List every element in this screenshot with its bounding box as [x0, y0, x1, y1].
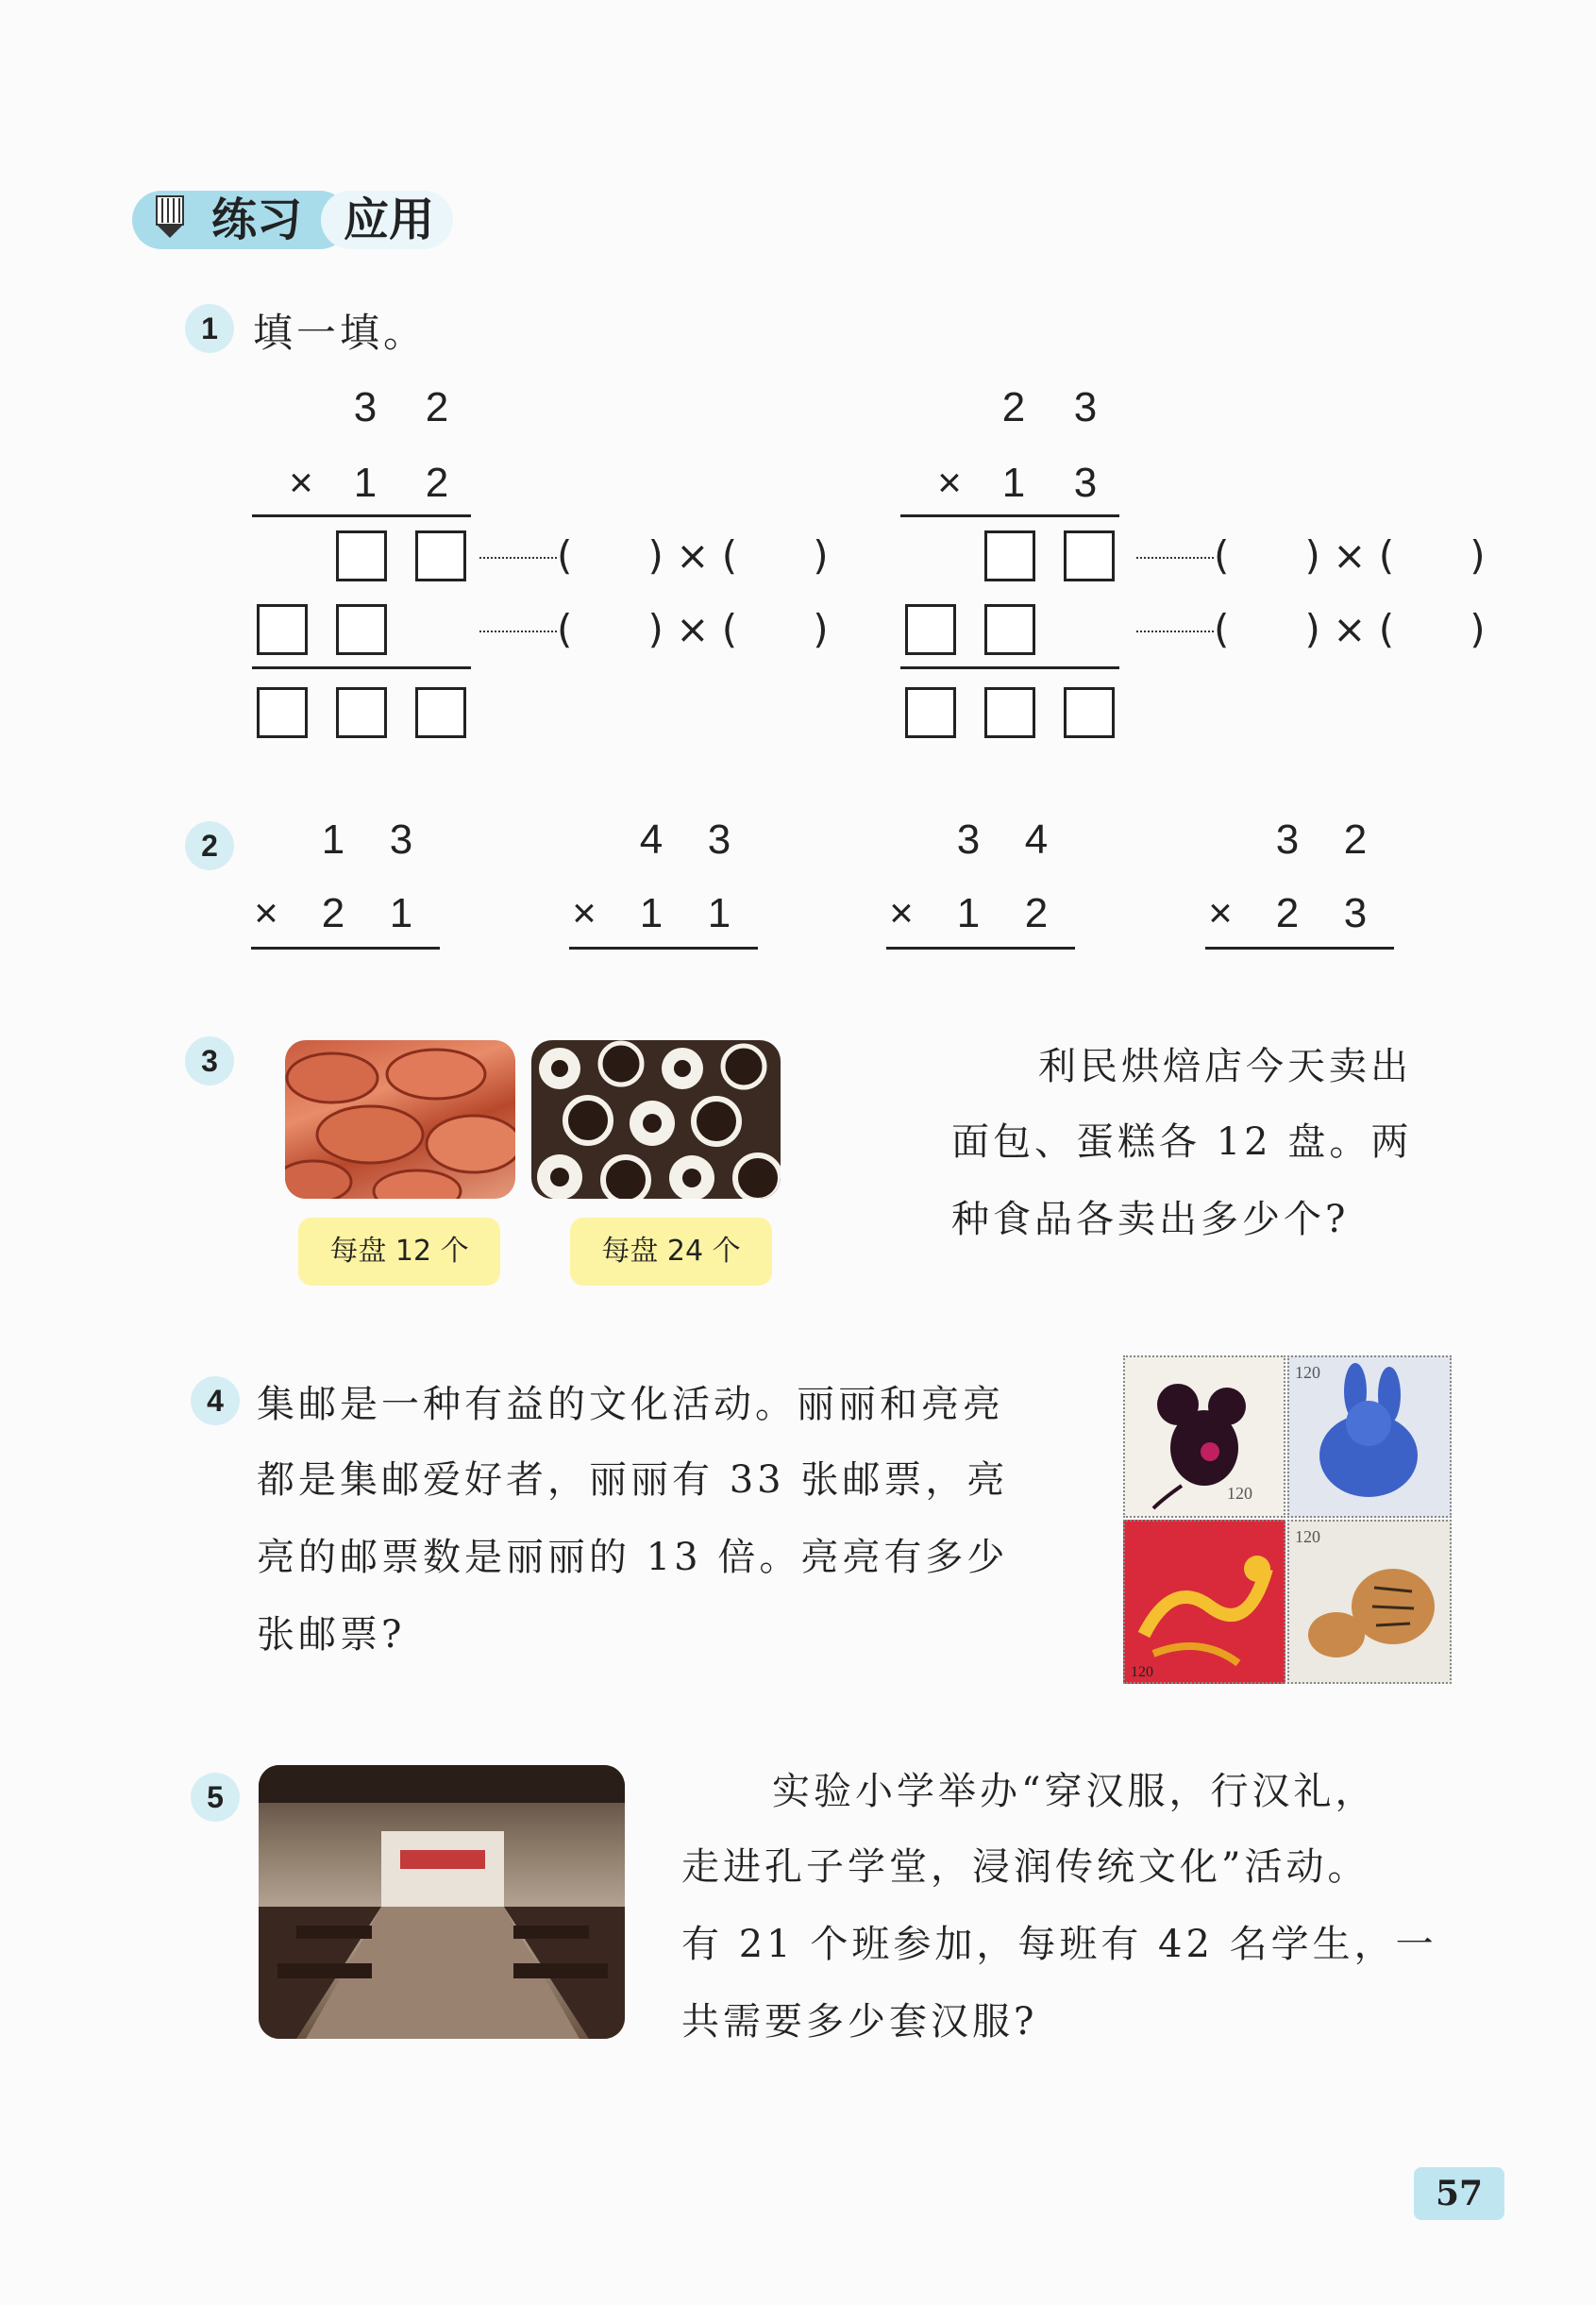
digit: 3	[1073, 460, 1098, 506]
question-number: 5	[191, 1773, 240, 1822]
header-label-left: 练习	[211, 193, 303, 246]
answer-box[interactable]	[415, 530, 466, 581]
question-number: 4	[191, 1376, 240, 1425]
digit: 1	[707, 890, 731, 936]
multiply-sign: ×	[1208, 890, 1233, 936]
classroom-photo	[259, 1765, 625, 2039]
digit: 2	[425, 384, 449, 430]
digit: 3	[1073, 384, 1098, 430]
digit: 2	[1001, 384, 1026, 430]
q3-text-line: 面包、蛋糕各 12 盘。两	[951, 1120, 1413, 1164]
digit: 1	[353, 460, 378, 506]
answer-box[interactable]	[905, 604, 956, 655]
stamp-dragon	[1123, 1520, 1285, 1684]
digit: 1	[321, 816, 345, 863]
q3-text-line: 利民烘焙店今天卖出	[1038, 1045, 1412, 1088]
q1-prompt: 填一填。	[253, 310, 428, 356]
stamp-value: 120	[1227, 1484, 1252, 1503]
cake-label: 每盘 24 个	[570, 1218, 772, 1286]
answer-box[interactable]	[336, 604, 387, 655]
page-number: 57	[1414, 2167, 1504, 2220]
rule-line	[900, 514, 1119, 517]
bread-photo	[285, 1040, 515, 1199]
q5-text-line: 实验小学举办“穿汉服，行汉礼，	[772, 1770, 1377, 1813]
q4-text-line: 都是集邮爱好者，丽丽有 33 张邮票，亮	[257, 1458, 1009, 1502]
digit: 1	[639, 890, 664, 936]
stamp-tiger	[1287, 1520, 1452, 1684]
answer-box[interactable]	[984, 604, 1035, 655]
digit: 3	[389, 816, 413, 863]
digit: 1	[389, 890, 413, 936]
digit: 1	[956, 890, 981, 936]
answer-box[interactable]	[257, 604, 308, 655]
stamp-value: 120	[1295, 1363, 1320, 1382]
multiply-sign: ×	[937, 460, 962, 506]
digit: 2	[1024, 890, 1049, 936]
answer-box[interactable]	[905, 687, 956, 738]
question-number: 3	[185, 1036, 234, 1085]
digit: 3	[707, 816, 731, 863]
q4-text-line: 亮的邮票数是丽丽的 13 倍。亮亮有多少	[257, 1536, 1009, 1579]
multiply-sign: ×	[889, 890, 914, 936]
dotted-leader	[1136, 631, 1214, 632]
rule-line	[1205, 947, 1394, 950]
paren-expression: ( ) × ( )	[1214, 532, 1486, 579]
question-number: 1	[185, 304, 234, 353]
answer-box[interactable]	[1064, 530, 1115, 581]
answer-box[interactable]	[984, 530, 1035, 581]
digit: 2	[425, 460, 449, 506]
digit: 3	[956, 816, 981, 863]
stamp-rat	[1123, 1355, 1285, 1518]
digit: 1	[1001, 460, 1026, 506]
q5-text-line: 共需要多少套汉服?	[681, 2000, 1038, 2044]
bread-label: 每盘 12 个	[298, 1218, 500, 1286]
dotted-leader	[1136, 557, 1214, 559]
digit: 4	[639, 816, 664, 863]
digit: 3	[1343, 890, 1368, 936]
paren-expression: ( ) × ( )	[557, 532, 829, 579]
digit: 3	[353, 384, 378, 430]
paren-expression: ( ) × ( )	[557, 606, 829, 652]
digit: 4	[1024, 816, 1049, 863]
pencil-icon	[153, 194, 187, 245]
answer-box[interactable]	[257, 687, 308, 738]
q3-text-line: 种食品各卖出多少个?	[951, 1198, 1350, 1241]
multiply-sign: ×	[254, 890, 278, 936]
stamp-rabbit	[1287, 1355, 1452, 1518]
rule-line	[252, 514, 471, 517]
multiply-sign: ×	[572, 890, 596, 936]
stamps-image	[1123, 1355, 1448, 1680]
q5-text-line: 有 21 个班参加，每班有 42 名学生，一	[681, 1923, 1437, 1966]
rule-line	[900, 666, 1119, 669]
stamp-value: 120	[1131, 1664, 1153, 1680]
stamp-value: 120	[1295, 1527, 1320, 1546]
dotted-leader	[479, 631, 557, 632]
rule-line	[569, 947, 758, 950]
cake-photo	[531, 1040, 781, 1199]
answer-box[interactable]	[415, 687, 466, 738]
answer-box[interactable]	[336, 530, 387, 581]
multiply-sign: ×	[289, 460, 313, 506]
digit: 2	[1343, 816, 1368, 863]
rule-line	[251, 947, 440, 950]
digit: 3	[1275, 816, 1300, 863]
answer-box[interactable]	[1064, 687, 1115, 738]
dotted-leader	[479, 557, 557, 559]
digit: 2	[1275, 890, 1300, 936]
q5-text-line: 走进孔子学堂，浸润传统文化”活动。	[681, 1845, 1369, 1889]
q4-text-line: 张邮票?	[257, 1613, 406, 1657]
section-header	[132, 187, 453, 253]
question-number: 2	[185, 821, 234, 870]
rule-line	[886, 947, 1075, 950]
q4-text-line: 集邮是一种有益的文化活动。丽丽和亮亮	[257, 1383, 1004, 1426]
digit: 2	[321, 890, 345, 936]
header-label-right: 应用	[344, 193, 435, 246]
paren-expression: ( ) × ( )	[1214, 606, 1486, 652]
answer-box[interactable]	[984, 687, 1035, 738]
rule-line	[252, 666, 471, 669]
answer-box[interactable]	[336, 687, 387, 738]
